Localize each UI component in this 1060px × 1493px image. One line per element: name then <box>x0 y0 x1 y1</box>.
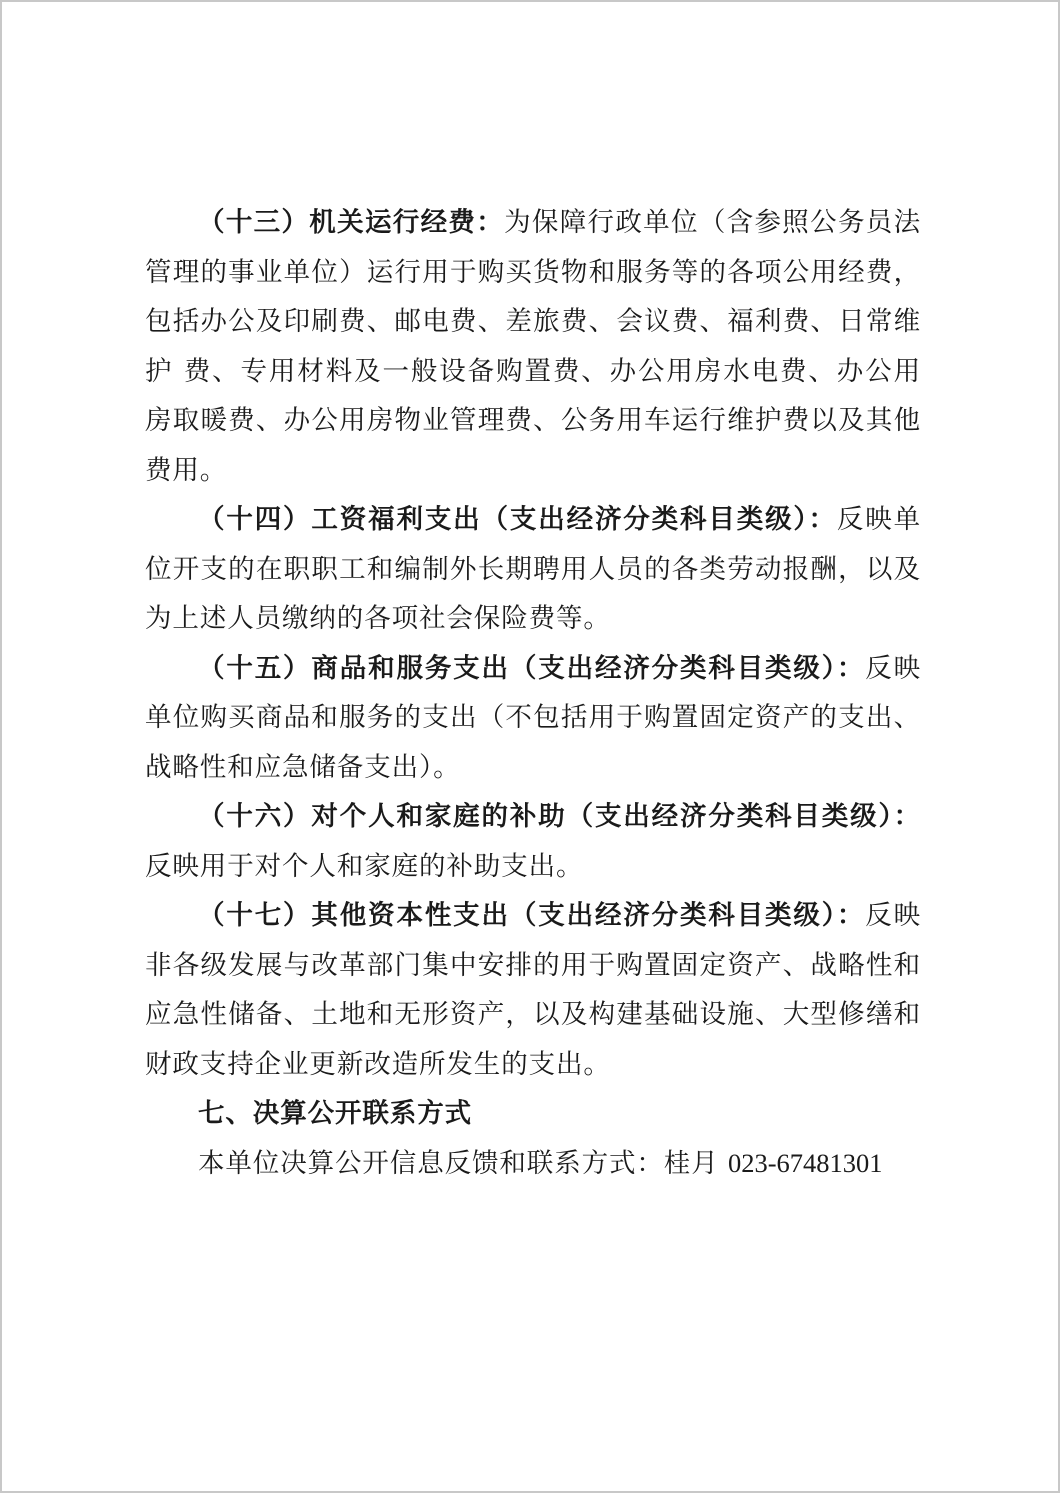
document-body <box>145 198 921 1188</box>
definition-15: 反映单位购买商品和服务的支出（不包括用于购置固定资产的支出、战略性和应急储备支出）。 <box>145 652 921 783</box>
contact-label: 本单位决算公开信息反馈和联系方式：桂月 <box>198 1147 728 1179</box>
paragraph-16 <box>145 792 921 891</box>
paragraph-14 <box>145 495 921 644</box>
term-15: （十五）商品和服务支出（支出经济分类科目类级）： <box>198 652 866 684</box>
contact-line <box>145 1139 921 1189</box>
term-16: （十六）对个人和家庭的补助（支出经济分类科目类级）： <box>198 801 921 832</box>
definition-14: 反映单位开支的在职职工和编制外长期聘用人员的各类劳动报酬，以及为上述人员缴纳的各项社会保险费等。 <box>145 504 921 634</box>
paragraph-13 <box>145 198 921 495</box>
paragraph-17 <box>145 891 921 1089</box>
definition-16: 反映用于对个人和家庭的补助支出。 <box>145 850 584 882</box>
term-17: （十七）其他资本性支出（支出经济分类科目类级）： <box>198 900 866 931</box>
paragraph-15 <box>145 644 921 793</box>
definition-13: 为保障行政单位（含参照公务员法管理的事业单位）运行用于购买货物和服务等的各项公用经费，包括办公及印刷费、邮电费、差旅费、会议费、福利费、日常维护 费、专用材料及一般设备购置费、办公用房水电费、办公用房取暖费、办公用房物业管理费、公务用车运行维护费以及其他费用。 <box>145 207 921 486</box>
contact-phone: 023-67481301 <box>727 1147 883 1178</box>
term-13: （十三）机关运行经费： <box>198 207 505 238</box>
term-14: （十四）工资福利支出（支出经济分类科目类级）： <box>198 504 837 535</box>
section-heading: 七、决算公开联系方式 <box>198 1098 472 1129</box>
definition-17: 反映非各级发展与改革部门集中安排的用于购置固定资产、战略性和应急性储备、土地和无形资产，以及构建基础设施、大型修缮和财政支持企业更新改造所发生的支出。 <box>145 900 921 1080</box>
